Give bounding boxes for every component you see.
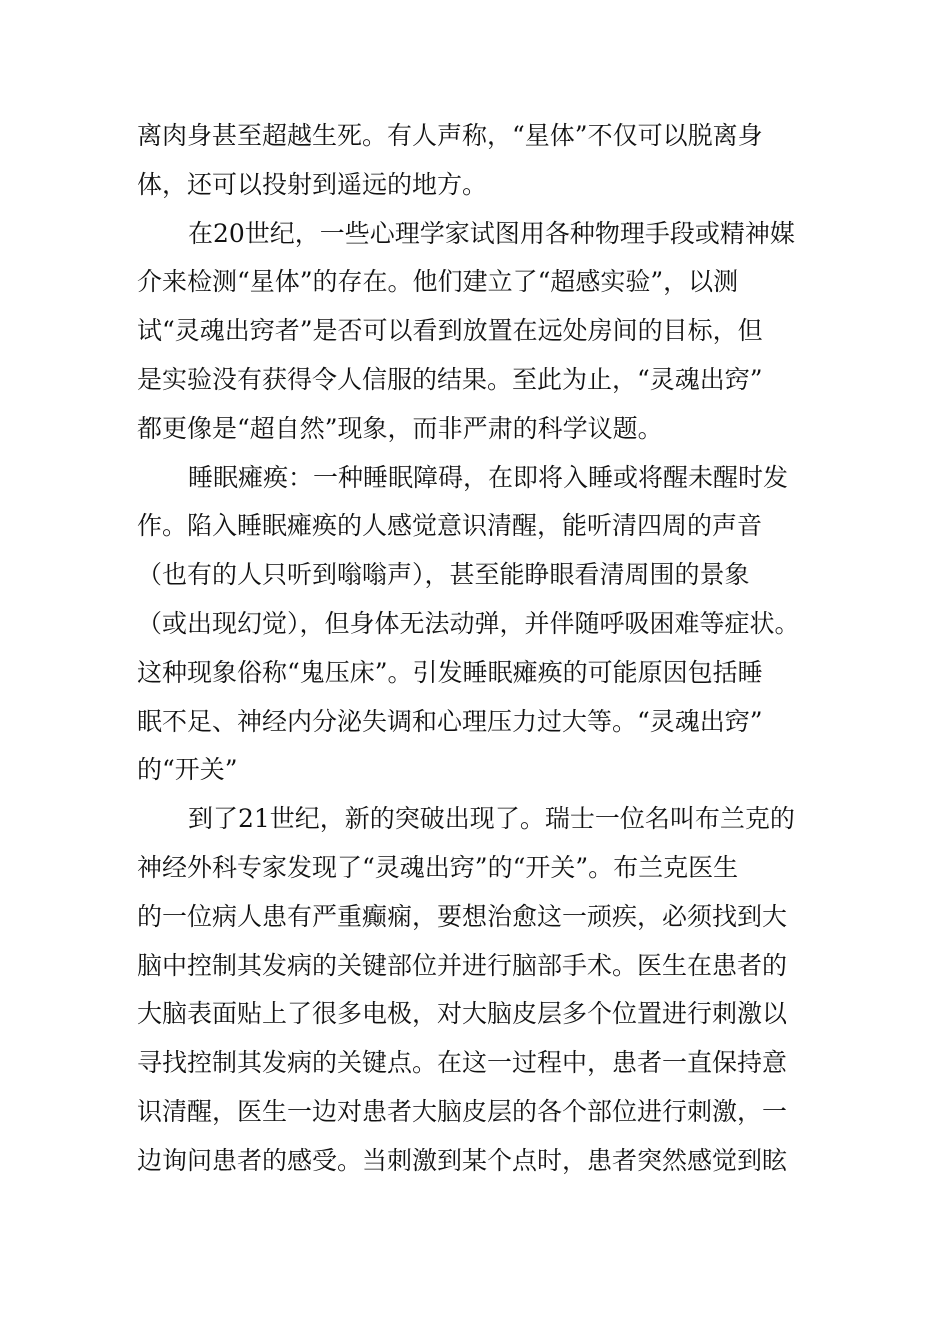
text-line: 脑中控制其发病的关键部位并进行脑部手术。医生在患者的: [137, 950, 788, 980]
text-line: 体，还可以投射到遥远的地方。: [137, 169, 488, 199]
text-line: 都更像是“超自然”现象，而非严肃的科学议题。: [137, 413, 663, 443]
text-line: 寻找控制其发病的关键点。在这一过程中，患者一直保持意: [137, 1048, 788, 1078]
text-line: 这种现象俗称“鬼压床”。引发睡眠瘫痪的可能原因包括睡: [137, 657, 763, 687]
text-line: 介来检测“星体”的存在。他们建立了“超感实验”，以测: [137, 267, 739, 297]
paragraph-start-line: 在20世纪，一些心理学家试图用各种物理手段或精神媒: [188, 218, 795, 248]
paragraph-start-line: 睡眠瘫痪：一种睡眠障碍，在即将入睡或将醒未醒时发: [188, 462, 789, 492]
text-line: 边询问患者的感受。当刺激到某个点时，患者突然感觉到眩: [137, 1145, 788, 1175]
text-line: 神经外科专家发现了“灵魂出窍”的“开关”。布兰克医生: [137, 852, 739, 882]
text-line: 离肉身甚至超越生死。有人声称，“星体”不仅可以脱离身: [137, 121, 763, 150]
text-line: 识清醒，医生一边对患者大脑皮层的各个部位进行刺激，一: [137, 1096, 788, 1126]
text-line: 的“开关”: [137, 755, 238, 785]
text-line: 作。陷入睡眠瘫痪的人感觉意识清醒，能听清四周的声音: [137, 511, 763, 541]
document-body: [137, 112, 817, 1186]
text-line: 试“灵魂出窍者”是否可以看到放置在远处房间的目标，但: [137, 316, 763, 346]
text-line: 眠不足、神经内分泌失调和心理压力过大等。“灵魂出窍”: [137, 706, 763, 736]
text-line: 大脑表面贴上了很多电极，对大脑皮层多个位置进行刺激以: [137, 999, 788, 1029]
text-line: 的一位病人患有严重癫痫，要想治愈这一顽疾，必须找到大: [137, 901, 788, 931]
paragraph-start-line: 到了21世纪，新的突破出现了。瑞士一位名叫布兰克的: [188, 804, 795, 834]
text-line: （或出现幻觉），但身体无法动弹，并伴随呼吸困难等症状。: [137, 608, 800, 638]
text-line: 是实验没有获得令人信服的结果。至此为止，“灵魂出窍”: [137, 364, 763, 394]
text-line: （也有的人只听到嗡嗡声），甚至能睁眼看清周围的景象: [137, 560, 750, 590]
